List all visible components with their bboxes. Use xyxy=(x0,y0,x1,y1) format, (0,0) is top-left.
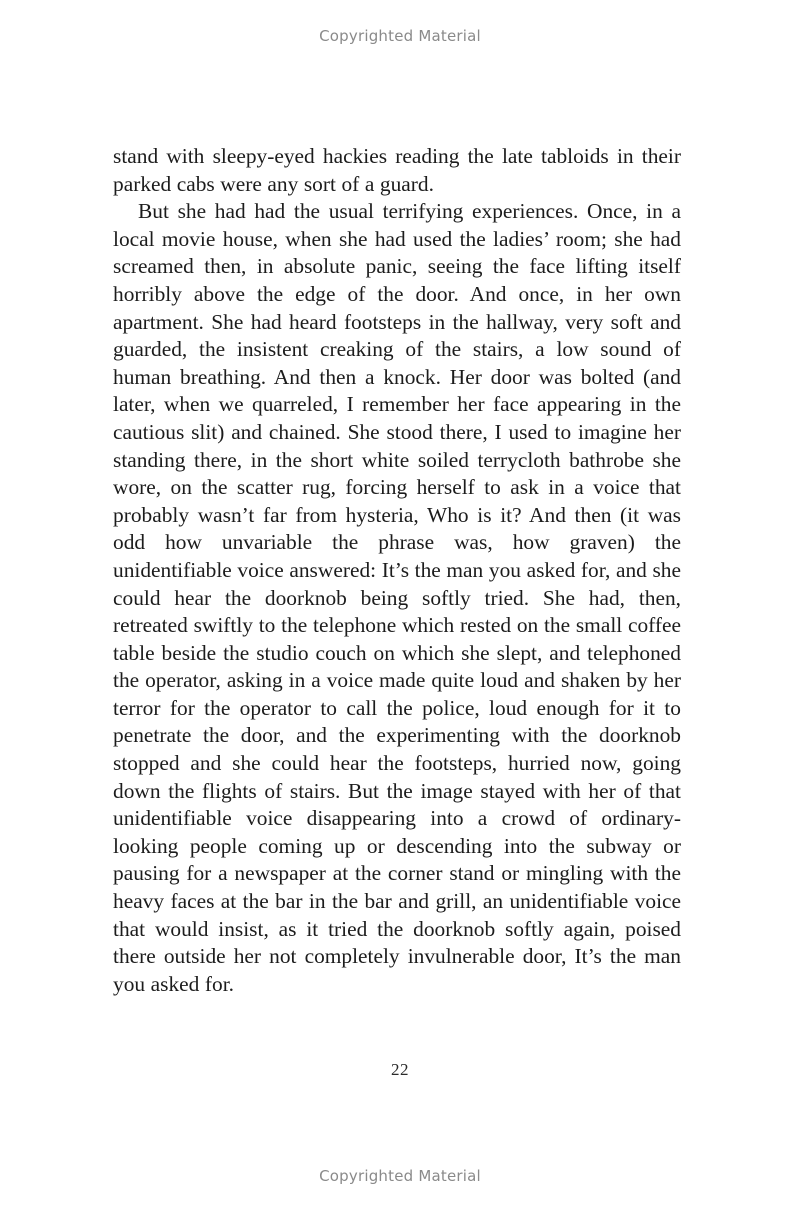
copyright-watermark-bottom: Copyrighted Material xyxy=(319,1167,481,1185)
paragraph-main: But she had had the usual terrifying experiences. Once, in a local movie house, when she had used the ladies’ room; she had screamed then, in absolute panic, seeing the face lifting itself horribly above the edge of the door. And once, in her own apartment. She had heard footsteps in the hallway, very soft and guarded, the insistent creaking of the stairs, a low sound of human breathing. And then a knock. Her door was bolted (and later, when we quarreled, I remember her face appearing in the cautious slit) and chained. She stood there, I used to imagine her standing there, in the short white soiled terrycloth bathrobe she wore, on the scatter rug, forcing herself to ask in a voice that probably wasn’t far from hysteria, Who is it? And then (it was odd how unvariable the phrase was, how graven) the unidentifiable voice answered: It’s the man you asked for, and she could hear the doorknob being softly tried. She had, then, retreated swiftly to the telephone which rested on the small coffee table beside the studio couch on which she slept, and telephoned the operator, asking in a voice made quite loud and shaken by her terror for the operator to call the police, loud enough for it to penetrate the door, and the experimenting with the doorknob stopped and she could hear the footsteps, hurried now, going down the flights of stairs. But the image stayed with her of that unidentifiable voice disappearing into a crowd of ordinary-looking people coming up or descending into the subway or pausing for a newspaper at the corner stand or mingling with the heavy faces at the bar in the bar and grill, an unidentifiable voice that would insist, as it tried the doorknob softly again, poised there outside her not completely invulnerable door, It’s the man you asked for. xyxy=(113,199,681,996)
paragraph-continued: stand with sleepy-eyed hackies reading the late tabloids in their parked cabs were any sort of a guard. xyxy=(113,144,681,196)
page-number: 22 xyxy=(391,1060,409,1079)
book-page-body xyxy=(113,143,681,998)
copyright-watermark-top: Copyrighted Material xyxy=(319,27,481,45)
